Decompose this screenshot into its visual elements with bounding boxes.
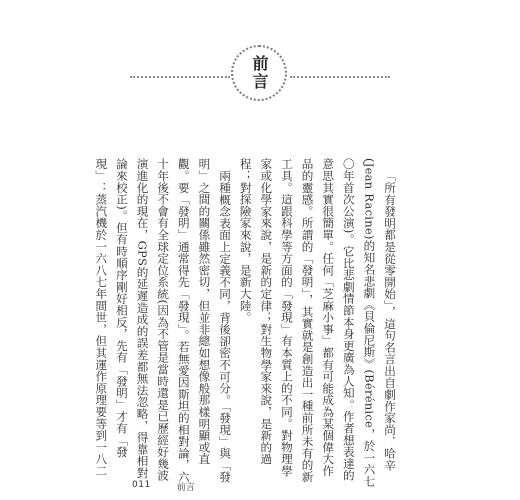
chapter-title-badge [231, 45, 287, 101]
body-text [94, 158, 400, 488]
paragraph: 「所有發明都是從零開始」，這句名言出自劇作家尚．哈辛(Jean Racine)的知名悲劇《貝倫尼斯》(Bérénice，於一六七〇年首次公演)。它比悲劇情節本身更廣為人知。作者想表達的意思其實很簡單。任何「芝麻小事」都有可能成為某個偉大作品的靈感。所謂的「發明」，其實就是創造出一種前所未有的新工具。這跟科學等方面的「發現」有本質上的不同。對物理學家或化學家來說，是新的定律；對生物學家來說，是新的過程；對探險家來說，是新大陸。 [238, 158, 397, 488]
paragraph: 兩種概念表面上定義不同，背後卻密不可分。「發現」與「發明」之間的關係雖然密切，但並非總如想像般那樣明顯或直觀。要「發明」通常得先「發現」。若無愛因斯坦的相對論，六十年後不會有全球定位系統(因為不管是當時還是已歷經好幾波演進化的現在，GPS的延遲造成的誤差都無法忽略，得靠相對論來校正)。但有時順序剛好相反，先有「發明」才有「發現」：蒸汽機於一六八七年間世，但其運作原理要等到一八二 [94, 158, 232, 483]
chapter-title: 前言 [250, 55, 269, 91]
chapter-header [0, 0, 520, 120]
page-number: 011 [132, 480, 151, 490]
page-footer [132, 480, 195, 493]
running-section-title: 前言 [176, 483, 195, 493]
dotted-rule-left [130, 76, 230, 78]
dotted-rule-right [290, 76, 390, 78]
